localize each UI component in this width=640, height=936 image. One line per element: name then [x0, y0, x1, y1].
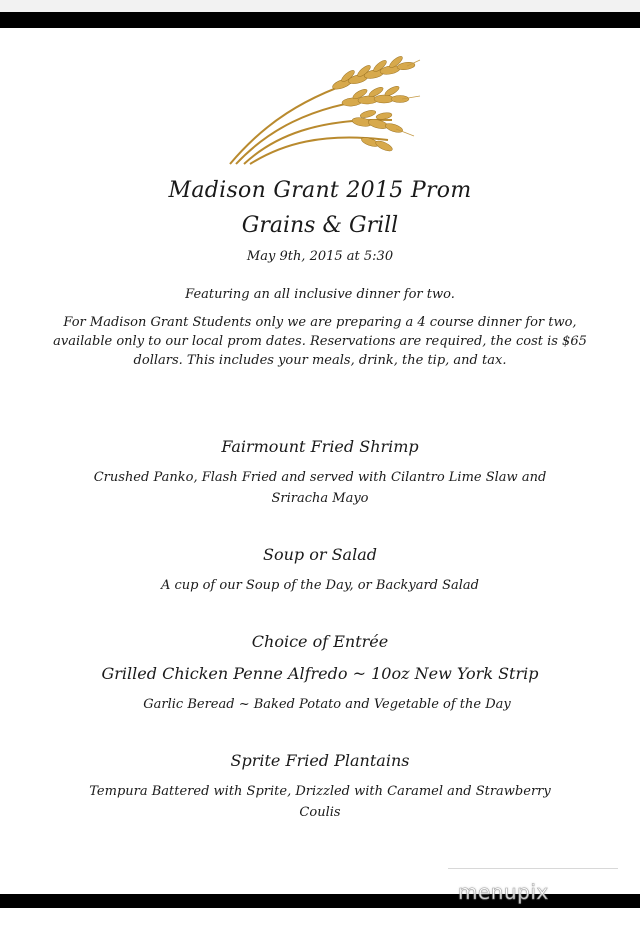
course-name: Fairmount Fried Shrimp [221, 437, 419, 456]
course-description: Tempura Battered with Sprite, Drizzled with Caramel and Strawberry [89, 784, 551, 799]
course-name: Soup or Salad [263, 545, 377, 564]
course-name: Choice of Entrée [251, 632, 389, 651]
course-description: Sriracha Mayo [271, 491, 369, 506]
intro-line-1: For Madison Grant Students only we are preparing a 4 course dinner for two, [63, 315, 577, 330]
top-border-bar [0, 12, 640, 28]
top-margin [0, 0, 640, 12]
page-subtitle: Grains & Grill [241, 213, 399, 238]
course-description: Crushed Panko, Flash Fried and served with Cilantro Lime Slaw and [93, 470, 547, 485]
wheat-icon [222, 36, 422, 166]
entree-options: Grilled Chicken Penne Alfredo ~ 10oz New York Strip [101, 664, 539, 683]
watermark-line [448, 868, 618, 869]
course-description: Coulis [299, 805, 341, 820]
intro-line-2: available only to our local prom dates. Reservations are required, the cost is $65 [53, 334, 587, 349]
event-date: May 9th, 2015 at 5:30 [246, 249, 394, 264]
featuring-text: Featuring an all inclusive dinner for two. [185, 287, 455, 302]
watermark-logo: menupix [458, 880, 549, 904]
course-description: A cup of our Soup of the Day, or Backyard Salad [160, 578, 480, 593]
course-description: Garlic Beread ~ Baked Potato and Vegetable of the Day [143, 697, 511, 712]
course-name: Sprite Fried Plantains [230, 751, 410, 770]
intro-line-3: dollars. This includes your meals, drink, the tip, and tax. [133, 353, 507, 368]
page-title: Madison Grant 2015 Prom [168, 178, 472, 203]
